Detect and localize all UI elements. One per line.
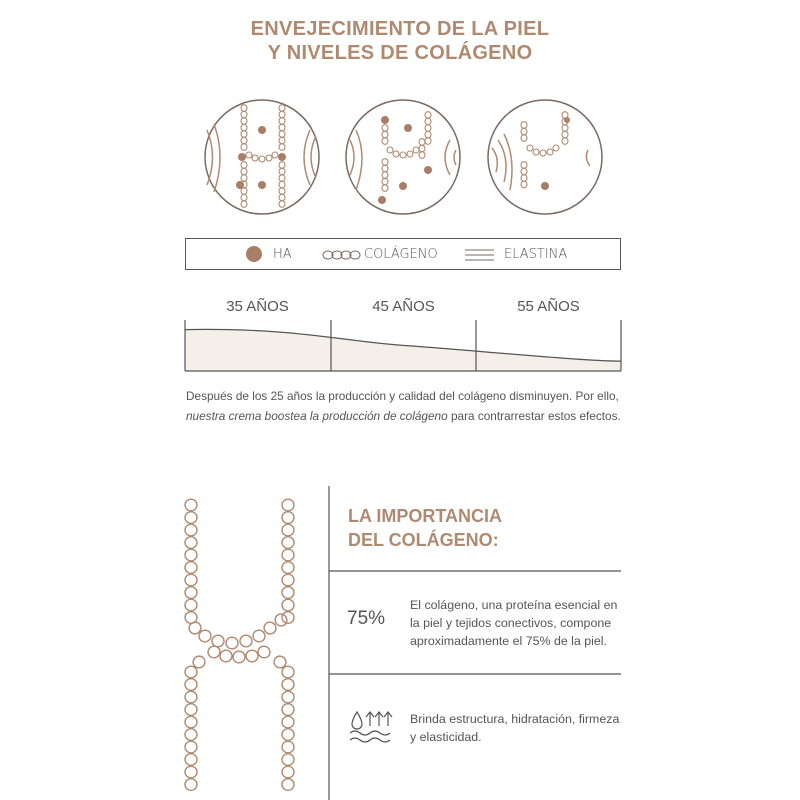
collagen-chain-link: [185, 754, 197, 766]
age-label-55: 55 AÑOS: [517, 298, 580, 315]
age-label-35: 35 AÑOS: [226, 298, 289, 315]
collagen-chain-link: [282, 704, 294, 716]
collagen-chain-link: [239, 634, 253, 648]
collagen-chain-link: [282, 549, 294, 561]
collagen-chain-illustration: [185, 499, 294, 790]
collagen-chain-link: [282, 562, 294, 574]
collagen-chain-link: [191, 654, 208, 671]
collagen-chain-link: [282, 612, 294, 624]
collagen-chain-link: [272, 654, 289, 671]
legend-label-elastin: ELASTINA: [504, 247, 568, 262]
collagen-chain-link: [282, 512, 294, 524]
description-part2: para contrarrestar estos efectos.: [447, 409, 621, 423]
collagen-chain-link: [187, 620, 203, 636]
page-title-line1: ENVEJECIMIENTO DE LA PIEL: [250, 18, 550, 40]
importance-title-line2: DEL COLÁGENO:: [348, 530, 499, 550]
collagen-chain-link: [185, 741, 197, 753]
page-title-line2: Y NIVELES DE COLÁGENO: [267, 42, 533, 64]
collagen-chain-link: [282, 679, 294, 691]
collagen-chain-link: [185, 679, 197, 691]
collagen-chain-link: [185, 574, 197, 586]
collagen-chain-link: [185, 512, 197, 524]
collagen-chain-link: [185, 666, 197, 678]
collagen-chain-link: [282, 716, 294, 728]
collagen-chain-link: [185, 729, 197, 741]
importance-title: [348, 504, 502, 552]
collagen-chain-link: [185, 779, 197, 791]
collagen-chain-link: [185, 587, 197, 599]
percentage-value: 75%: [347, 608, 386, 629]
description-emphasis: nuestra crema boostea la producción de colágeno: [186, 409, 448, 423]
collagen-chain-link: [219, 649, 233, 663]
collagen-chain-link: [282, 754, 294, 766]
collagen-chain-link: [185, 549, 197, 561]
legend-label-ha: HA: [273, 247, 292, 262]
collagen-chain-link: [197, 628, 213, 644]
collagen-chain-link: [185, 562, 197, 574]
collagen-chain-link: [233, 651, 245, 663]
collagen-chain-link: [226, 637, 238, 649]
description-part1: Después de los 25 años la producción y calidad del colágeno disminuyen. Por ello,: [186, 389, 619, 403]
collagen-chain-link: [185, 499, 197, 511]
collagen-chain-link: [282, 729, 294, 741]
collagen-chain-link: [282, 691, 294, 703]
collagen-chain-link: [282, 524, 294, 536]
collagen-chain-link: [282, 779, 294, 791]
collagen-chain-link: [185, 537, 197, 549]
collagen-chain-link: [245, 649, 259, 663]
collagen-chain-link: [282, 766, 294, 778]
collagen-chain-link: [185, 524, 197, 536]
collagen-chain-link: [185, 766, 197, 778]
collagen-chain-link: [282, 599, 294, 611]
collagen-chain-link: [282, 537, 294, 549]
collagen-chain-link: [185, 716, 197, 728]
fact-collagen-benefits: Brinda estructura, hidratación, firmeza y elasticidad.: [410, 712, 620, 744]
fact-collagen-composition: El colágeno, una proteína esencial en la piel y tejidos conectivos, compone aproximadamente el 75% de la piel.: [410, 598, 618, 648]
collagen-chain-link: [282, 587, 294, 599]
collagen-chain-link: [185, 704, 197, 716]
collagen-chain-link: [282, 666, 294, 678]
collagen-chain-link: [282, 574, 294, 586]
collagen-chain-link: [282, 741, 294, 753]
legend-label-collagen: COLÁGENO: [364, 247, 438, 262]
collagen-chain-link: [185, 691, 197, 703]
collagen-chain-link: [282, 499, 294, 511]
age-label-45: 45 AÑOS: [372, 298, 435, 315]
hydration-lift-icon: [350, 712, 392, 742]
collagen-chain-link: [185, 599, 197, 611]
importance-title-line1: LA IMPORTANCIA: [348, 506, 502, 526]
